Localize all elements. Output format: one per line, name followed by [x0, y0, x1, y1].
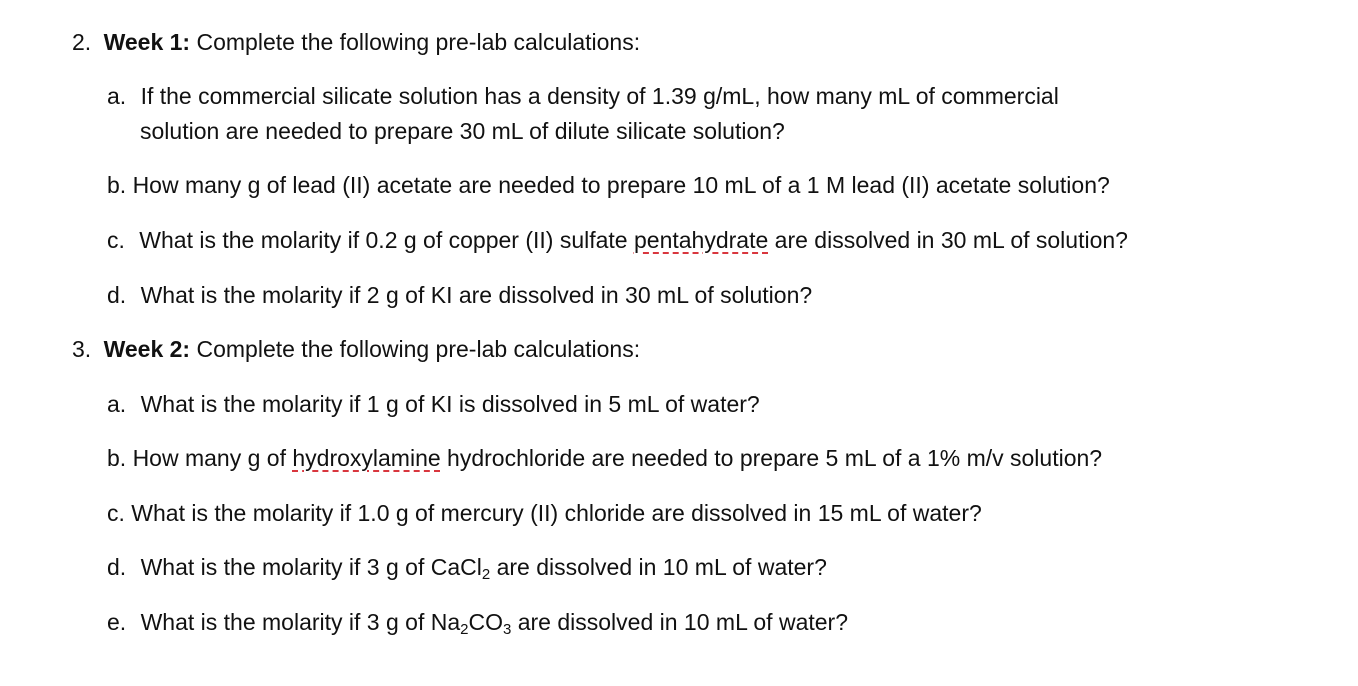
question-3a-text: What is the molarity if 1 g of KI is dissolved in 5 mL of water?: [140, 391, 760, 417]
question-3b-flagged-word: hydroxylamine: [292, 445, 441, 471]
question-2a-line-2: [140, 117, 785, 145]
question-2c-text-after: are dissolved in 30 mL of solution?: [768, 227, 1128, 253]
question-2b-text: b. How many g of lead (II) acetate are needed to prepare 10 mL of a 1 M lead (II) acetate solution?: [107, 172, 1110, 198]
question-2c-text-before: What is the molarity if 0.2 g of copper (II) sulfate: [139, 227, 634, 253]
question-3e: [107, 608, 848, 636]
question-3e-text-before: What is the molarity if 3 g of Na: [140, 609, 461, 635]
question-3b-text-after: hydrochloride are needed to prepare 5 mL of a 1% m/v solution?: [440, 445, 1103, 471]
question-2d: [107, 281, 812, 309]
question-3-week-label: Week 2:: [103, 336, 191, 362]
question-3e-text-middle: CO: [468, 609, 503, 635]
question-2a-text-line-1: If the commercial silicate solution has a density of 1.39 g/mL, how many mL of commercial: [140, 83, 1059, 109]
question-3d: [107, 553, 827, 581]
question-3d-subscript: 2: [481, 566, 491, 583]
question-3e-subscript-2: 3: [503, 621, 512, 638]
question-2c-label: c.: [107, 227, 125, 253]
question-2d-label: d.: [107, 282, 127, 308]
question-2a-text-line-2: solution are needed to prepare 30 mL of dilute silicate solution?: [140, 118, 785, 144]
question-3c-text: c. What is the molarity if 1.0 g of mercury (II) chloride are dissolved in 15 mL of water?: [107, 500, 982, 526]
question-3a: [107, 390, 760, 418]
question-2c-flagged-word: pentahydrate: [633, 227, 769, 253]
question-3-heading: [72, 335, 640, 363]
question-3d-label: d.: [107, 554, 127, 580]
question-3d-text-before: What is the molarity if 3 g of CaCl: [140, 554, 482, 580]
question-3d-text-after: are dissolved in 10 mL of water?: [490, 554, 827, 580]
question-2c: [107, 226, 1128, 254]
question-2a-label: a.: [107, 83, 127, 109]
question-3-intro: Complete the following pre-lab calculations:: [190, 336, 641, 362]
question-3b-text-before: b. How many g of: [107, 445, 293, 471]
question-2-intro: Complete the following pre-lab calculations:: [190, 29, 641, 55]
question-2-heading: [72, 28, 640, 56]
question-2a-line-1: [107, 82, 1059, 110]
question-3-number: 3.: [72, 336, 92, 362]
question-2d-text: What is the molarity if 2 g of KI are dissolved in 30 mL of solution?: [140, 282, 813, 308]
question-2-number: 2.: [72, 29, 92, 55]
question-3a-label: a.: [107, 391, 127, 417]
question-3e-label: e.: [107, 609, 127, 635]
question-3b: [107, 444, 1102, 472]
question-2b: [107, 171, 1110, 199]
question-3c: [107, 499, 982, 527]
question-3e-text-after: are dissolved in 10 mL of water?: [511, 609, 848, 635]
question-2-week-label: Week 1:: [103, 29, 191, 55]
question-3e-subscript-1: 2: [460, 621, 469, 638]
